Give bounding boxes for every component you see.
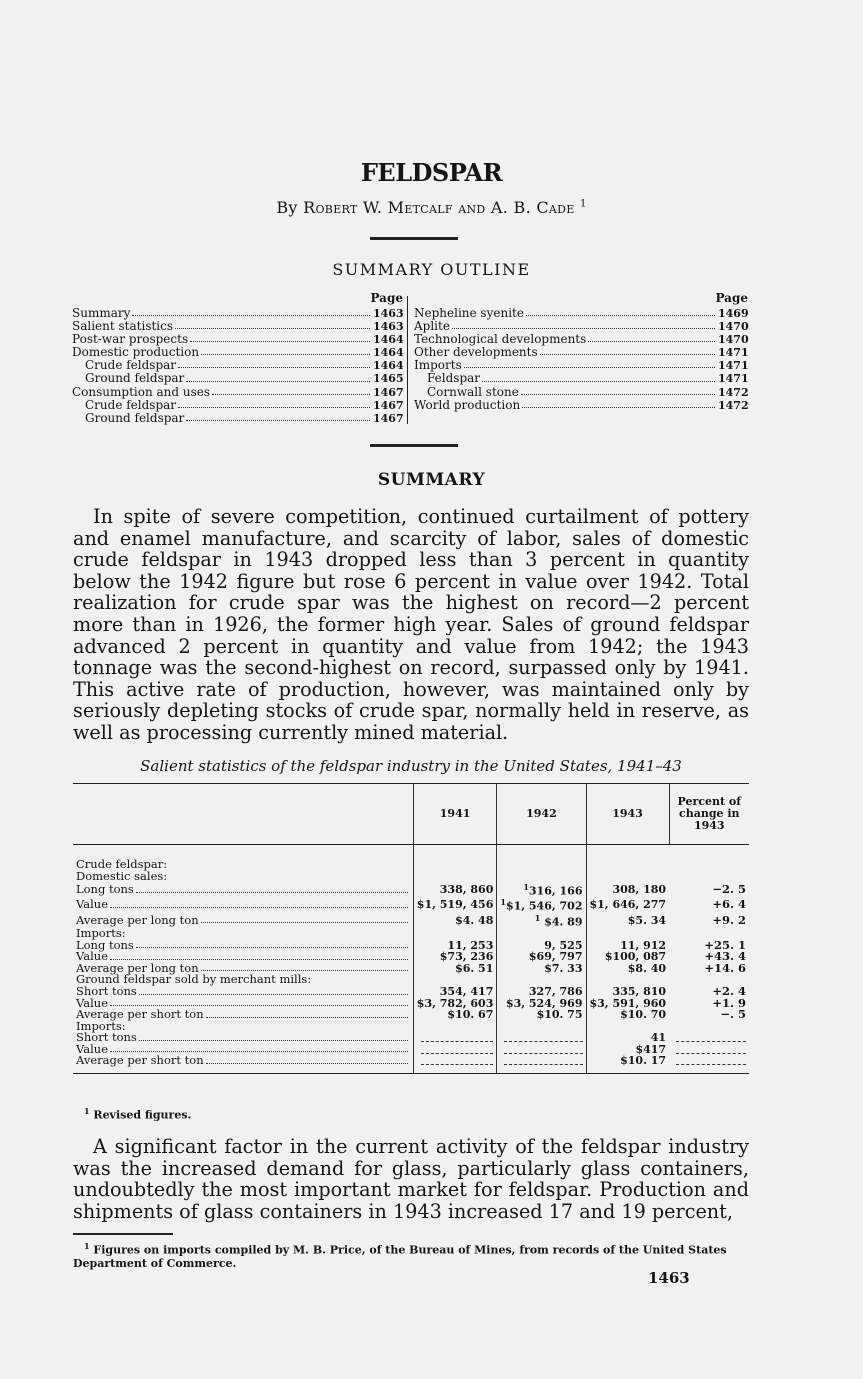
row-label: Long tons <box>76 882 134 897</box>
toc-leader-dots <box>212 386 370 395</box>
table-row <box>73 859 749 871</box>
toc-item-page: 1464 <box>373 333 404 347</box>
cell-pct: +14. 6 <box>704 960 746 975</box>
toc-leader-dots <box>175 320 370 329</box>
empty-cell <box>504 1034 582 1042</box>
toc-item-label: World production <box>414 397 521 412</box>
cell-1942: $69, 797 <box>497 951 586 963</box>
summary-heading: SUMMARY <box>377 470 486 490</box>
toc-right-list <box>414 307 748 412</box>
toc-leader-dots <box>132 307 370 316</box>
toc-item <box>72 412 403 425</box>
toc-item <box>414 307 748 320</box>
toc-item-label: Ground feldspar <box>85 410 185 425</box>
toc-item <box>72 372 403 385</box>
toc-item-label: Domestic production <box>72 345 200 360</box>
table-row <box>73 882 749 897</box>
salient-statistics-table <box>73 783 749 1074</box>
cell-1943: $10. 70 <box>586 1009 669 1021</box>
toc-item-label: Ground feldspar <box>85 371 185 386</box>
revised-mark: 1 <box>523 882 529 893</box>
toc-item-label: Cornwall stone <box>427 384 519 399</box>
header-1942: 1942 <box>497 784 586 845</box>
toc-leader-dots <box>186 372 370 381</box>
toc-item-page: 1467 <box>373 411 404 425</box>
toc-item-label: Crude feldspar <box>85 397 177 412</box>
toc-item <box>414 346 748 359</box>
toc-item-page: 1464 <box>373 346 404 360</box>
toc-item <box>72 399 403 412</box>
toc-item-label: Summary <box>72 306 131 320</box>
header-1941: 1941 <box>413 784 497 845</box>
toc-left-list <box>72 307 403 425</box>
toc-leader-dots <box>588 333 715 342</box>
cell-1941: 338, 860 <box>413 882 497 897</box>
toc-item-page: 1471 <box>718 372 749 386</box>
cell-1943: 308, 180 <box>586 882 669 897</box>
toc-leader-dots <box>178 399 370 408</box>
header-1943: 1943 <box>586 784 669 845</box>
toc-right <box>414 292 748 412</box>
cell-1942: 327, 786 <box>497 986 586 998</box>
header-label-col <box>73 784 413 845</box>
page-title: FELDSPAR <box>360 158 503 187</box>
empty-cell <box>504 1057 582 1065</box>
cell-1942: $7. 33 <box>497 963 586 975</box>
row-label: Value <box>76 949 108 964</box>
cell-pct: −. 5 <box>720 1007 746 1022</box>
toc-leader-dots <box>201 346 370 355</box>
toc-item-page: 1472 <box>718 385 749 399</box>
paragraph-2: A significant factor in the current activity of the feldspar industry was the increased demand for glass, particularly glass containers, undoubtedly the most important market for feldspar. Production and shipments of glass containers in 1943 increased 17 and 19 percent, <box>73 1135 749 1223</box>
row-label: Average per short ton <box>76 1007 204 1022</box>
author-2: A. B. Cade <box>490 198 575 217</box>
cell-pct: +6. 4 <box>712 897 746 912</box>
table-row <box>73 897 749 912</box>
empty-cell <box>676 1034 746 1042</box>
cell-1943: $1, 646, 277 <box>586 897 669 912</box>
cell-pct: −2. 5 <box>712 882 746 897</box>
cell-1942-value: $1, 546, 702 <box>505 900 583 914</box>
row-label: Ground feldspar sold by merchant mills: <box>76 972 312 987</box>
cell-1942: 9, 525 <box>497 940 586 952</box>
table-row <box>73 871 749 883</box>
empty-cell <box>421 1046 494 1054</box>
cell-1943: $8. 40 <box>586 963 669 975</box>
table-row <box>73 986 749 998</box>
toc-left <box>72 292 403 425</box>
cell-1941: $3, 782, 603 <box>413 998 497 1010</box>
row-label: Domestic sales: <box>76 868 168 883</box>
row-label: Average per long ton <box>76 960 199 975</box>
toc-leader-dots <box>522 399 715 408</box>
revised-mark: 1 <box>500 897 506 908</box>
toc-item-label: Aplite <box>414 319 450 334</box>
table-row <box>73 845 749 860</box>
cell-1941: 354, 417 <box>413 986 497 998</box>
toc-leader-dots <box>464 359 715 368</box>
toc-item-label: Other developments <box>414 345 538 360</box>
toc-item <box>72 386 403 399</box>
toc-item-page: 1471 <box>718 359 749 373</box>
empty-cell <box>504 1046 582 1054</box>
cell-pct: +43. 4 <box>704 949 746 964</box>
row-label: Value <box>76 995 108 1010</box>
footnote-line-2: Department of Commerce. <box>73 1256 237 1270</box>
toc-item-page: 1470 <box>718 320 749 334</box>
toc-item-label: Post-war prospects <box>72 332 189 347</box>
toc-leader-dots <box>521 386 715 395</box>
toc-leader-dots <box>190 333 370 342</box>
row-label: Average per long ton <box>76 912 199 927</box>
toc-item-page: 1463 <box>373 307 404 320</box>
toc-item-page: 1464 <box>373 359 404 373</box>
toc-item-page: 1463 <box>373 320 404 334</box>
table-caption: Salient statistics of the feldspar industry in the United States, 1941–43 <box>140 757 682 775</box>
toc-item-page: 1469 <box>718 307 749 320</box>
footnote-mark: 1 <box>84 1106 90 1116</box>
cell-1942 <box>497 882 586 897</box>
row-label: Short tons <box>76 1030 137 1045</box>
table-header-row <box>73 784 749 845</box>
cell-pct: +9. 2 <box>712 912 746 927</box>
toc-leader-dots <box>540 346 715 355</box>
toc-item-page: 1472 <box>718 398 749 412</box>
cell-1942 <box>497 897 586 912</box>
row-label: Value <box>76 1041 108 1056</box>
cell-1941: $73, 236 <box>413 951 497 963</box>
row-label: Imports: <box>76 925 126 940</box>
row-label: Average per short ton <box>76 1053 204 1068</box>
toc-leader-dots <box>526 307 715 316</box>
toc-item-label: Consumption and uses <box>72 384 211 399</box>
cell-1943: 335, 810 <box>586 986 669 998</box>
toc-item-label: Nepheline syenite <box>414 306 524 320</box>
row-label: Crude feldspar: <box>76 857 168 871</box>
toc-item-label: Feldspar <box>427 371 481 386</box>
byline-prefix: By <box>276 198 298 217</box>
footnote-line-1: Figures on imports compiled by M. B. Price, of the Bureau of Mines, from records of the United States <box>93 1243 727 1257</box>
cell-1942-value: $4. 89 <box>544 915 583 929</box>
toc-item-page: 1471 <box>718 346 749 360</box>
toc-item-page: 1465 <box>373 372 404 386</box>
cell-1942: $3, 524, 969 <box>497 998 586 1010</box>
cell-pct: +2. 4 <box>712 983 746 998</box>
byline-conj: and <box>458 198 486 217</box>
table-footnote-text: Revised figures. <box>93 1108 192 1122</box>
cell-1942 <box>497 913 586 928</box>
cell-1943: $100, 087 <box>586 951 669 963</box>
cell-1941: 11, 253 <box>413 940 497 952</box>
empty-cell <box>676 1046 746 1054</box>
revised-mark: 1 <box>534 912 541 923</box>
toc-leader-dots <box>482 372 715 381</box>
row-label: Imports: <box>76 1018 126 1033</box>
cell-1941: $6. 51 <box>413 963 497 975</box>
cell-1942: $10. 75 <box>497 1009 586 1021</box>
toc-page-header: Page <box>370 291 403 305</box>
toc-item-page: 1467 <box>373 398 404 412</box>
empty-cell <box>421 1057 494 1065</box>
table-row <box>73 1009 749 1021</box>
cell-1943: $10. 17 <box>586 1055 669 1073</box>
outline-title: SUMMARY OUTLINE <box>332 260 531 279</box>
table-row <box>73 1055 749 1073</box>
title-rule <box>370 237 458 240</box>
cell-1943: 41 <box>586 1032 669 1044</box>
toc-item-label: Salient statistics <box>72 319 174 334</box>
toc-item <box>414 372 748 385</box>
empty-cell <box>676 1057 746 1065</box>
table-footnote <box>84 1106 191 1122</box>
row-label: Value <box>76 897 108 912</box>
toc-item-label: Crude feldspar <box>85 358 177 373</box>
toc-item-label: Imports <box>414 358 462 373</box>
cell-pct: +25. 1 <box>704 937 746 952</box>
cell-pct: +1. 9 <box>712 995 746 1010</box>
byline <box>0 198 863 217</box>
header-percent-change: Percent of change in 1943 <box>669 784 749 845</box>
cell-1943: $3, 591, 960 <box>586 998 669 1010</box>
toc-page-header: Page <box>715 291 748 305</box>
cell-1941: $4. 48 <box>413 913 497 928</box>
toc-leader-dots <box>178 359 370 368</box>
toc-item <box>414 399 748 412</box>
cell-1941: $1, 519, 456 <box>413 897 497 912</box>
toc-item-page: 1470 <box>718 333 749 347</box>
toc-item-page: 1467 <box>373 385 404 399</box>
table-row <box>73 928 749 940</box>
cell-1941: $10. 67 <box>413 1009 497 1021</box>
table-row <box>73 1021 749 1033</box>
toc-item-label: Technological developments <box>414 332 587 347</box>
author-1: Robert W. Metcalf <box>303 198 453 217</box>
empty-cell <box>421 1034 494 1042</box>
row-label: Short tons <box>76 983 137 998</box>
footnote-mark: 1 <box>84 1241 90 1251</box>
page-footnote <box>73 1240 763 1270</box>
cell-1943: $417 <box>586 1044 669 1056</box>
footnote-rule <box>73 1233 173 1235</box>
page-number: 1463 <box>648 1269 690 1287</box>
toc-leader-dots <box>186 412 370 421</box>
byline-footnote-mark: 1 <box>579 198 587 210</box>
table-row <box>73 913 749 928</box>
toc-leader-dots <box>452 320 715 329</box>
outline-rule <box>370 444 458 447</box>
row-label: Long tons <box>76 937 134 952</box>
cell-1943: $5. 34 <box>586 913 669 928</box>
summary-paragraph: In spite of severe competition, continued curtailment of pottery and enamel manufacture, and scarcity of labor, sales of domestic crude feldspar in 1943 dropped less than 3 percent in quantity below the 1942 figure but rose 6 percent in value over 1942. Total realization for crude spar was the highest on record—2 percent more than in 1926, the former high year. Sales of ground feldspar advanced 2 percent in quantity and value from 1942; the 1943 tonnage was the second-highest on record, surpassed only by 1941. This active rate of production, however, was maintained only by seriously depleting stocks of crude spar, normally held in reserve, as well as processing currently mined material. <box>73 505 749 744</box>
cell-1943: 11, 912 <box>586 940 669 952</box>
toc-divider <box>407 296 408 424</box>
toc-item <box>414 386 748 399</box>
cell-1942-value: 316, 166 <box>528 884 583 898</box>
